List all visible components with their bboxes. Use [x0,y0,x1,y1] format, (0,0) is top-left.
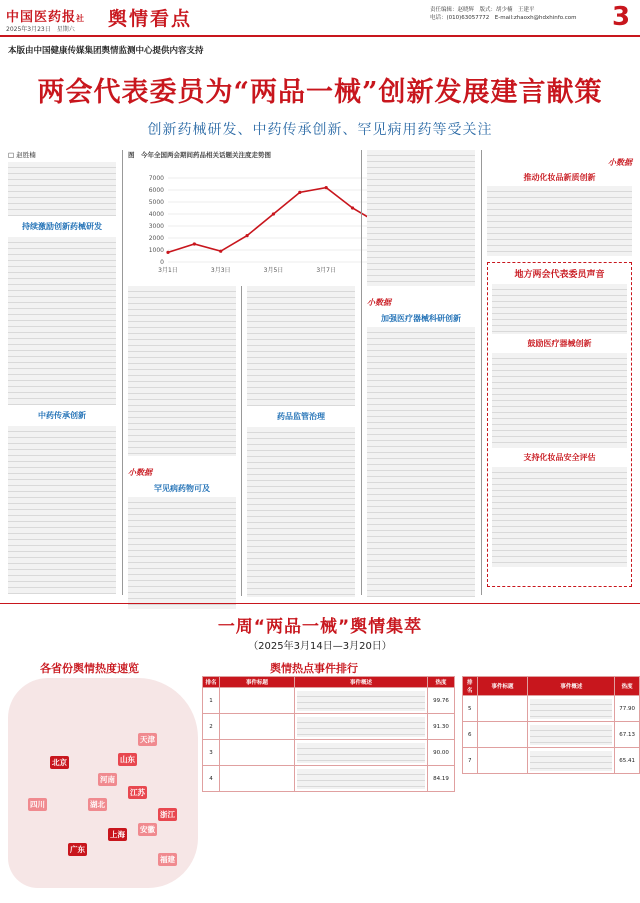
y-tick-label: 7000 [148,175,164,182]
kicker: 本版由中国健康传媒集团舆情监测中心提供内容支持 [8,46,204,56]
table-row [203,740,455,766]
province-label: 山东 [120,755,135,764]
masthead [0,0,640,36]
province-label: 浙江 [160,810,175,819]
column-header: 事件标题 [220,677,295,688]
data-point [166,251,169,254]
table-row [463,722,640,748]
text-block [367,150,475,286]
event-score: 90.00 [428,740,455,766]
paper-logo: 中国医药报社 [6,10,86,25]
table-row [203,688,455,714]
event-title [477,748,528,774]
section-heading: 罕见病药物可及 [154,484,210,493]
column-header: 事件概述 [528,677,615,696]
event-score: 77.90 [615,696,640,722]
event-title [220,766,295,792]
section-title: 舆情看点 [108,8,193,30]
province-label: 天津 [140,735,155,744]
table-row [203,714,455,740]
province-label: 广东 [70,845,85,854]
column-divider [481,150,482,595]
y-tick-label: 4000 [148,211,164,218]
event-summary [528,748,615,774]
column-header: 热度 [428,677,455,688]
event-summary [295,688,428,714]
y-tick-label: 2000 [148,235,164,242]
table-row [203,766,455,792]
page-number: 3 [612,2,631,32]
province-heat-map [8,678,198,888]
data-point [219,250,222,253]
column-header: 排名 [463,677,478,696]
data-point [325,186,328,189]
author-byline: 赵胜楠 [16,151,36,159]
weekly-title: 一周“两品一械”舆情集萃 [217,617,423,637]
article-column-3 [247,286,355,596]
column-divider [361,150,362,595]
sidebar [487,150,632,595]
province-label: 湖北 [90,800,105,809]
event-score: 99.76 [428,688,455,714]
sidebar-tag: 小数据 [608,158,632,167]
text-block [492,467,627,567]
text-block [8,162,116,216]
local-voices-box [487,262,632,587]
tag-label: 小数据 [128,468,152,477]
province-label: 上海 [110,830,125,839]
text-block [247,286,355,406]
text-block [128,497,236,609]
event-rank: 2 [203,714,220,740]
event-score: 91.30 [428,714,455,740]
event-rank: 1 [203,688,220,714]
event-summary [295,766,428,792]
event-table-left [202,676,455,792]
event-score: 65.41 [615,748,640,774]
x-tick-label: 3月5日 [263,267,284,274]
province-label: 四川 [30,800,45,809]
section-rule [0,603,640,604]
y-tick-label: 1000 [148,247,164,254]
weekly-date-range: （2025年3月14日—3月20日） [248,641,392,652]
text-block [128,286,236,456]
x-tick-label: 3月3日 [210,267,231,274]
y-tick-label: 5000 [148,199,164,206]
text-block [8,237,116,405]
event-title [220,740,295,766]
event-rank: 6 [463,722,478,748]
section-heading: 持续激励创新药械研发 [22,222,102,231]
text-block [487,186,632,256]
data-point [351,206,354,209]
column-divider [241,286,242,596]
column-header: 热度 [615,677,640,696]
data-point [298,191,301,194]
section-heading: 加强医疗器械科研创新 [381,314,461,323]
box-subheading: 支持化妆品安全评估 [523,453,596,462]
province-label: 河南 [100,775,115,784]
data-point [193,242,196,245]
event-rank: 3 [203,740,220,766]
event-title [477,696,528,722]
y-tick-label: 3000 [148,223,164,230]
column-header: 事件标题 [477,677,528,696]
data-point [272,212,275,215]
province-label: 福建 [160,855,175,864]
section-heading: 药品监管治理 [277,412,325,421]
chart-caption: 图 今年全国两会期间药品相关话题关注度走势图 [128,151,271,159]
article-column-2 [128,286,236,596]
event-rank: 5 [463,696,478,722]
article-column-4 [367,150,475,595]
event-summary [528,722,615,748]
editor-info: 责任编辑：赵晓辉 版式：胡少楠 王建平 电话：(010)63057772 E-mail:zhaoxh@hdxhinfo.com [430,7,577,21]
masthead-rule [0,35,640,37]
event-title [477,722,528,748]
map-title: 各省份舆情热度速览 [40,662,139,675]
column-header: 事件概述 [295,677,428,688]
issue-date: 2025年3月23日 星期六 [6,26,75,33]
text-block [492,284,627,334]
event-table-right [462,676,640,774]
text-block [247,427,355,597]
province-label: 安徽 [140,825,155,834]
province-label: 北京 [52,758,67,767]
box-subheading: 鼓励医疗器械创新 [527,339,592,348]
data-point [245,234,248,237]
y-tick-label: 0 [160,259,164,266]
table-row [463,696,640,722]
box-title: 地方两会代表委员声音 [514,270,605,280]
text-block [8,426,116,594]
event-title [220,714,295,740]
article-column-1: □ 赵胜楠 持续激励创新药械研发 中药传承创新 [8,150,116,595]
x-tick-label: 3月1日 [158,267,178,274]
text-block [367,327,475,597]
event-summary [295,740,428,766]
event-score: 84.19 [428,766,455,792]
event-summary [295,714,428,740]
tag-label: 小数据 [367,298,391,307]
headline: 两会代表委员为“两品一械”创新发展建言献策 [37,77,603,108]
sidebar-title: 推动化妆品新质创新 [523,173,596,182]
y-tick-label: 6000 [148,187,164,194]
province-label: 江苏 [130,788,145,797]
x-tick-label: 3月7日 [316,267,337,274]
event-table-title: 舆情热点事件排行 [270,662,358,675]
event-rank: 4 [203,766,220,792]
section-heading: 中药传承创新 [38,411,86,420]
table-row [463,748,640,774]
event-summary [528,696,615,722]
event-title [220,688,295,714]
text-block [492,353,627,448]
subheadline: 创新药械研发、中药传承创新、罕见病用药等受关注 [147,122,493,138]
column-divider [122,150,123,595]
event-score: 67.13 [615,722,640,748]
column-header: 排名 [203,677,220,688]
event-rank: 7 [463,748,478,774]
